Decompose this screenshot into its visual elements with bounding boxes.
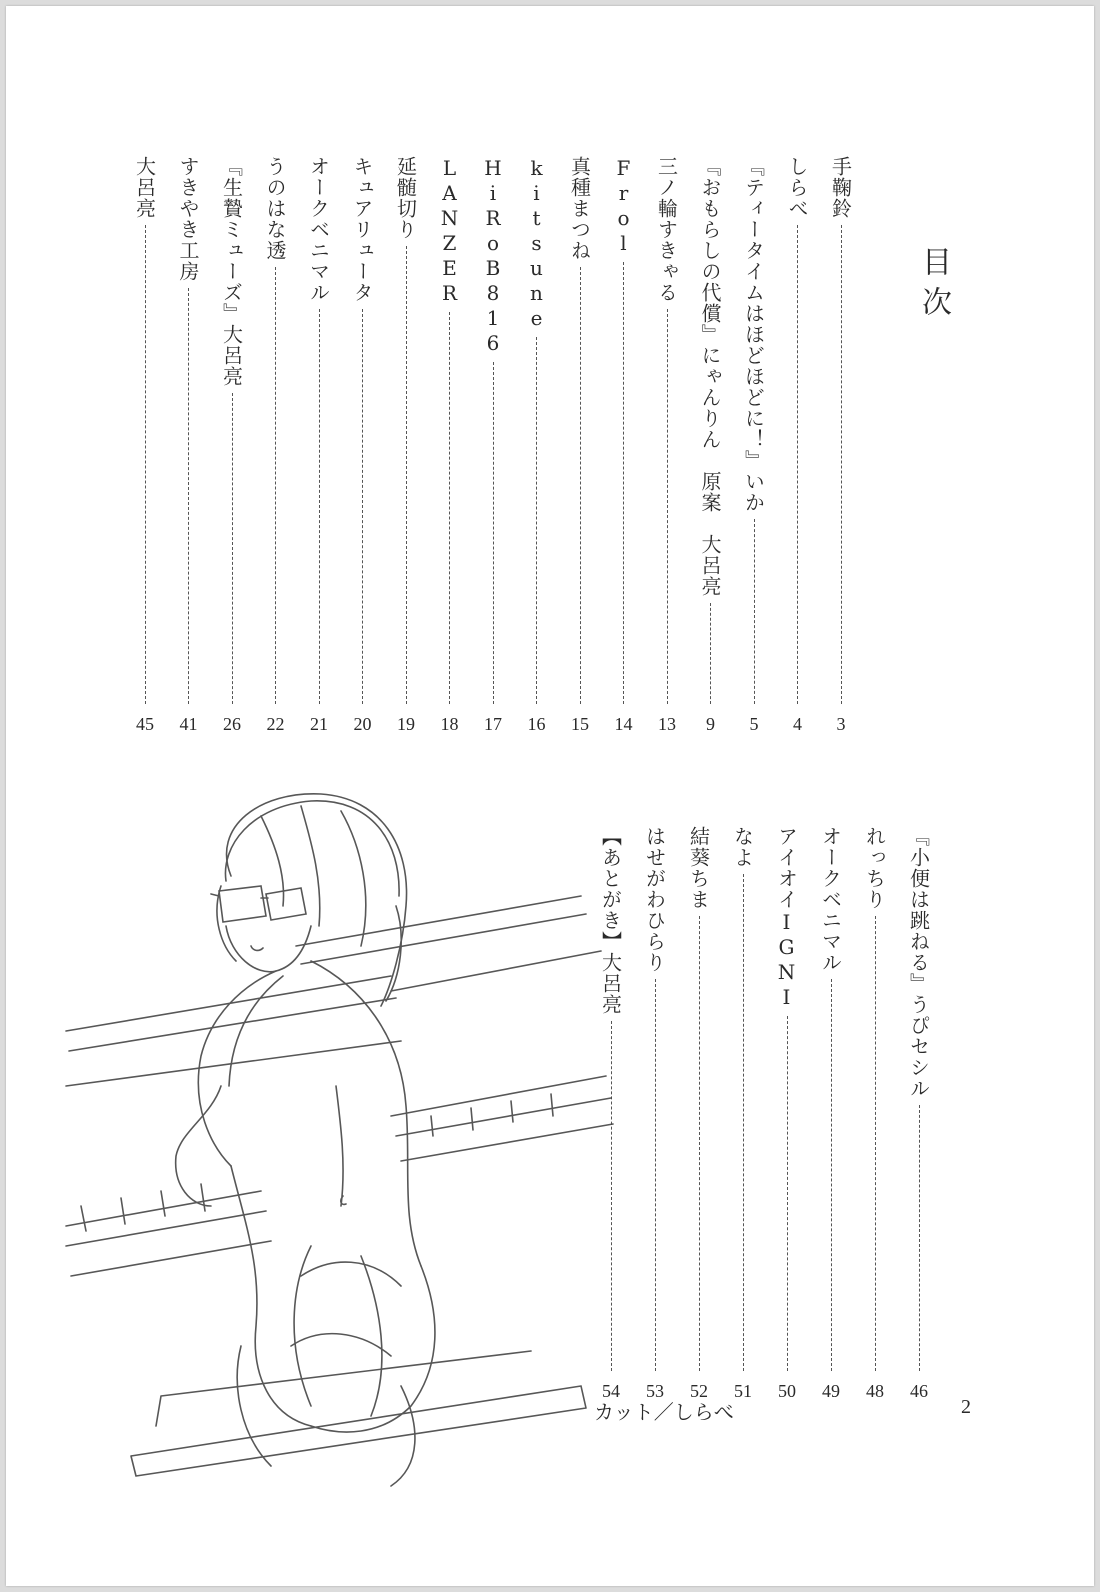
toc-entry	[391, 156, 421, 735]
toc-entry-page: 9	[706, 714, 715, 734]
toc-heading: 目次	[916, 246, 951, 326]
toc-entry-page: 53	[646, 1381, 664, 1401]
toc-entry	[652, 156, 682, 735]
toc-entry	[640, 826, 670, 1402]
toc-entry	[739, 156, 769, 735]
toc-entry-page: 52	[690, 1381, 708, 1401]
toc-entry-title: すきやき工房	[176, 156, 200, 282]
dotted-leader	[362, 309, 363, 704]
toc-entry-page: 14	[614, 714, 633, 734]
toc-entry	[684, 826, 714, 1402]
toc-entry-page: 16	[527, 714, 546, 734]
toc-entry-page: 45	[136, 714, 154, 734]
toc-entry	[261, 156, 291, 735]
toc-entry-title: 結葵ちま	[686, 826, 711, 910]
toc-entry-title: うのはな透	[263, 156, 287, 261]
toc-entry	[435, 156, 465, 735]
dotted-leader	[319, 309, 320, 704]
toc-entry-page: 54	[602, 1381, 620, 1401]
dotted-leader	[710, 603, 711, 704]
toc-entry-title: はせがわひらり	[642, 826, 667, 973]
toc-entry	[816, 826, 846, 1402]
toc-entry-page: 20	[353, 714, 372, 734]
toc-entry	[904, 826, 934, 1402]
toc-entry-title: 手鞠鈴	[828, 156, 853, 219]
dotted-leader	[188, 288, 189, 704]
dotted-leader	[797, 225, 798, 704]
dotted-leader	[699, 916, 700, 1371]
dotted-leader	[841, 225, 842, 704]
toc-entry-page: 46	[910, 1381, 928, 1401]
toc-page	[6, 6, 1094, 1586]
toc-entry-page: 3	[836, 714, 846, 734]
toc-entry-title: なよ	[730, 826, 755, 868]
dotted-leader	[919, 1105, 920, 1371]
toc-entry	[696, 156, 726, 735]
toc-entry	[348, 156, 378, 735]
toc-entry-title: HiRoB816	[481, 156, 505, 356]
toc-entry-title: Frol	[611, 156, 636, 256]
toc-entry	[565, 156, 595, 735]
toc-entry-page: 22	[266, 714, 285, 734]
toc-entry	[860, 826, 890, 1402]
toc-entry-page: 26	[223, 714, 241, 734]
toc-entry	[130, 156, 160, 735]
toc-entry-title: LANZER	[437, 156, 462, 306]
page-number: 2	[961, 1396, 971, 1418]
dotted-leader	[580, 267, 581, 704]
toc-entry-page: 19	[397, 714, 415, 734]
toc-entry-page: 18	[440, 714, 459, 734]
pencil-sketch-illustration	[61, 786, 621, 1496]
dotted-leader	[406, 246, 407, 704]
toc-entry	[609, 156, 639, 735]
dotted-leader	[655, 979, 656, 1371]
dotted-leader	[787, 1016, 788, 1371]
dotted-leader	[743, 874, 744, 1371]
toc-entry-page: 13	[658, 714, 676, 734]
toc-entry-page: 17	[484, 714, 502, 734]
toc-entry-title: 【あとがき】大呂亮	[598, 826, 623, 1015]
toc-entry	[217, 156, 247, 735]
illustration-credit: カット／しらべ	[594, 1402, 734, 1424]
toc-entry	[522, 156, 552, 735]
toc-entry-page: 49	[822, 1381, 840, 1401]
toc-entry-page: 50	[778, 1381, 796, 1401]
toc-entry	[826, 156, 856, 735]
toc-entry-title: キュアリュータ	[350, 156, 374, 303]
toc-entry-title: 真種まつね	[567, 156, 592, 261]
toc-entry-title: 『小便は跳ねる』うぴセシル	[906, 826, 931, 1099]
dotted-leader	[449, 312, 450, 704]
toc-entry-title: オークベニマル	[818, 826, 843, 973]
dotted-leader	[623, 262, 624, 704]
toc-entry-title: 『おもらしの代償』にゃんりん 原案 大呂亮	[698, 156, 722, 597]
toc-entry	[728, 826, 758, 1402]
dotted-leader	[754, 519, 755, 704]
toc-entry-page: 15	[571, 714, 589, 734]
toc-entry	[478, 156, 508, 735]
toc-entry-title: アイオイIGNI	[774, 826, 799, 1010]
toc-entry-title: 延髄切り	[393, 156, 418, 240]
toc-entry-page: 21	[310, 714, 328, 734]
toc-entry-title: 『ティータイムはほどほどに！』いか	[741, 156, 766, 513]
toc-entry	[772, 826, 802, 1402]
toc-entry	[174, 156, 204, 735]
toc-entry-title: オークベニマル	[306, 156, 331, 303]
toc-entry-page: 5	[749, 714, 759, 734]
toc-entry-page: 41	[179, 714, 198, 734]
dotted-leader	[667, 309, 668, 704]
toc-entry-title: しらべ	[785, 156, 809, 219]
toc-entry	[783, 156, 813, 735]
toc-entry-title: 三ノ輪すきゃる	[654, 156, 679, 303]
dotted-leader	[232, 393, 233, 704]
toc-entry-title: れっちり	[862, 826, 887, 910]
dotted-leader	[493, 362, 494, 704]
dotted-leader	[536, 337, 537, 704]
toc-entry-title: 『生贄ミューズ』大呂亮	[219, 156, 244, 387]
toc-entry	[304, 156, 334, 735]
toc-entry-page: 48	[866, 1381, 884, 1401]
dotted-leader	[831, 979, 832, 1371]
toc-entry-page: 4	[793, 714, 802, 734]
dotted-leader	[875, 916, 876, 1371]
toc-entry-title: 大呂亮	[132, 156, 157, 219]
dotted-leader	[275, 267, 276, 704]
toc-entry-page: 51	[734, 1381, 752, 1401]
toc-entry-title: kitsune	[524, 156, 549, 331]
dotted-leader	[145, 225, 146, 704]
